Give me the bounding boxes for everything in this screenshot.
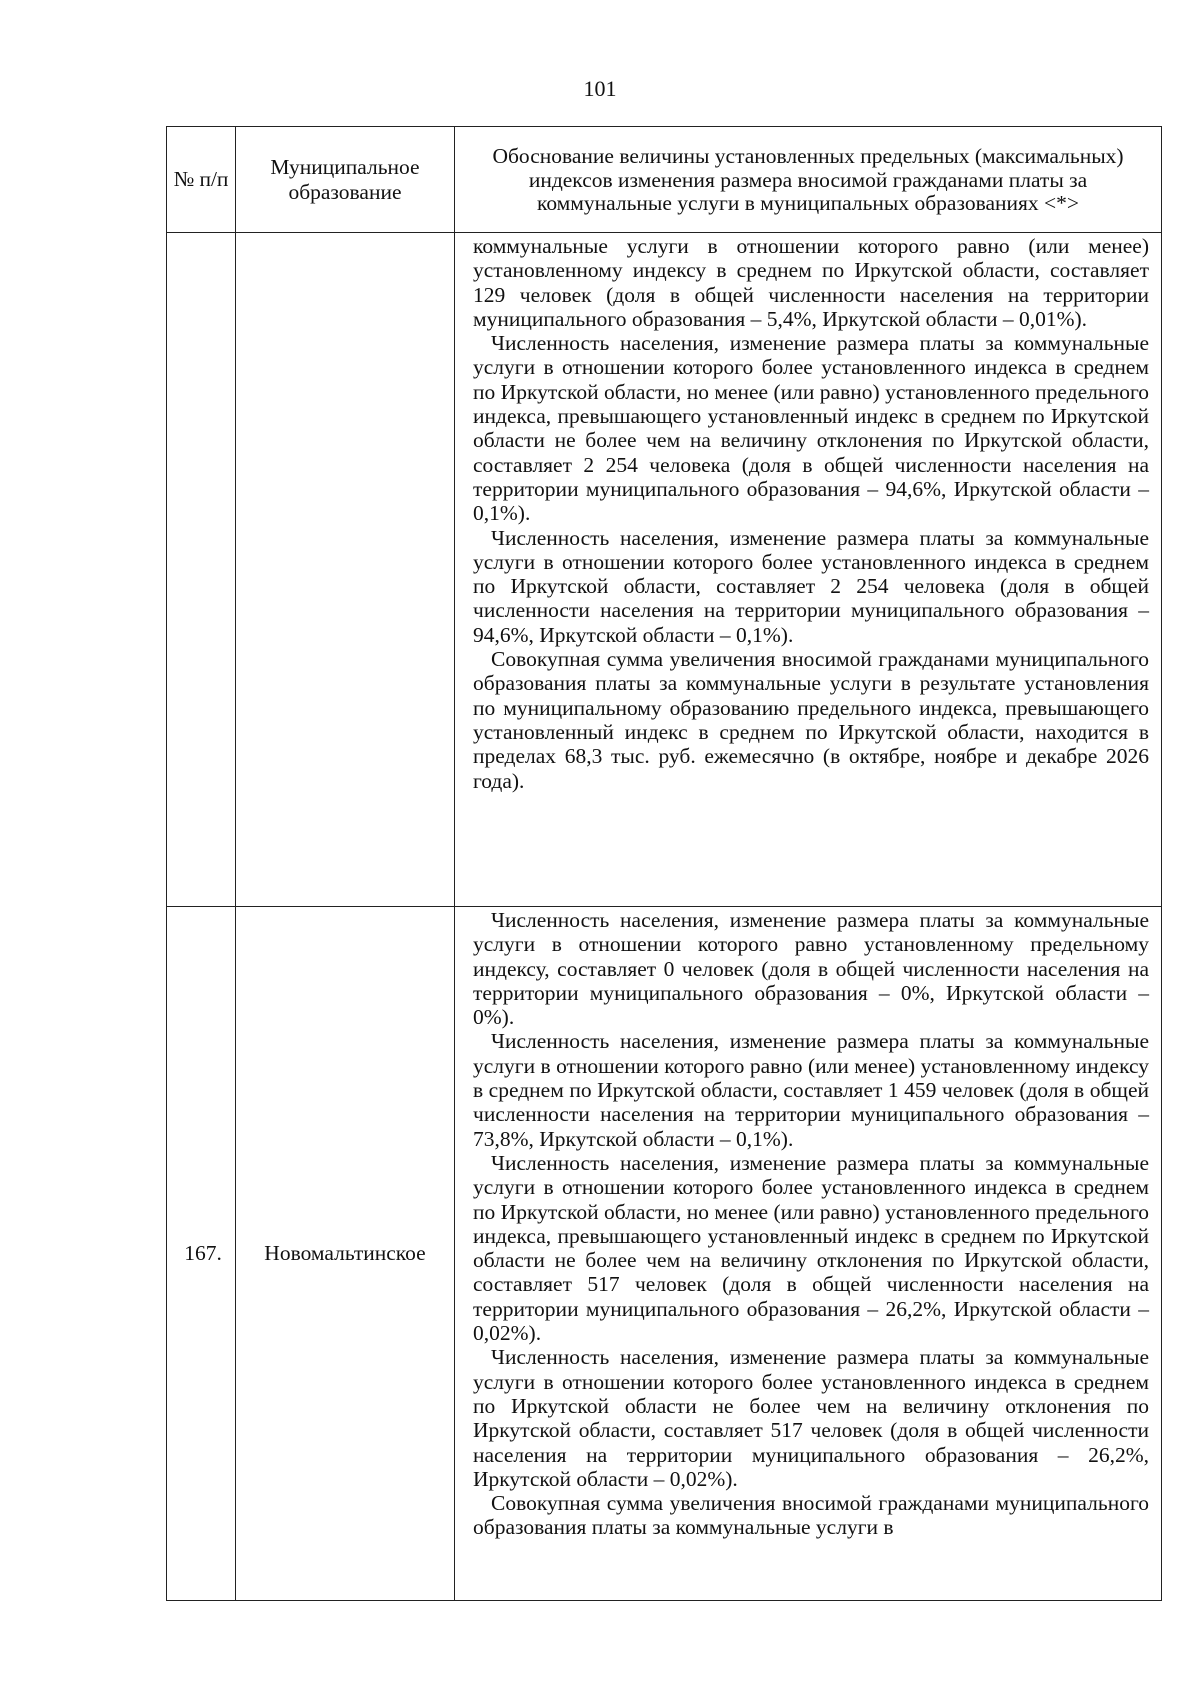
row-municipality: Новомальтинское [236, 907, 455, 1601]
row-number: 167. [167, 907, 236, 1601]
table-row [167, 233, 1162, 907]
page-number: 101 [583, 76, 617, 101]
table-header-row [167, 127, 1162, 233]
municipal-index-table [166, 126, 1162, 1601]
justification-paragraph: Численность населения, изменение размера платы за коммунальные услуги в отношении которого более установленного индекса в среднем по Иркутской области, но менее (или равно) установленного предельного индекса, превышающего установленный индекс в среднем по Иркутской области не более чем на величину отклонения по Иркутской области, составляет 517 человек (доля в общей численности населения на территории муниципального образования – 26,2%, Иркутской области – 0,02%). [473, 1150, 1149, 1346]
header-number: № п/п [167, 127, 236, 233]
justification-paragraph: Численность населения, изменение размера платы за коммунальные услуги в отношении которого более установленного индекса в среднем по Иркутской области, но менее (или равно) установленного предельного индекса, превышающего установленный индекс в среднем по Иркутской области не более чем на величину отклонения по Иркутской области, составляет 2 254 человека (доля в общей численности населения на территории муниципального образования – 94,6%, Иркутской области – 0,1%). [473, 331, 1149, 526]
justification-paragraph: Численность населения, изменение размера платы за коммунальные услуги в отношении которого равно (или менее) установленному индексу в среднем по Иркутской области, составляет 1 459 человек (доля в общей численности населения на территории муниципального образования – 73,8%, Иркутской области – 0,1%). [473, 1029, 1149, 1151]
justification-paragraph: Совокупная сумма увеличения вносимой гражданами муниципального образования платы за коммунальные услуги в результате установления по муниципальному образованию предельного индекса, превышающего установленный индекс в среднем по Иркутской области, находится в пределах 68,3 тыс. руб. ежемесячно (в октябре, ноябре и декабре 2026 года). [473, 647, 1149, 793]
row-municipality [236, 233, 455, 907]
justification-paragraph: Численность населения, изменение размера платы за коммунальные услуги в отношении которого более установленного индекса в среднем по Иркутской области не более чем на величину отклонения по Иркутской области, составляет 517 человек (доля в общей численности населения на территории муниципального образования – 26,2%, Иркутской области – 0,02%). [473, 1345, 1149, 1491]
justification-paragraph: коммунальные услуги в отношении которого равно (или менее) установленному индексу в среднем по Иркутской области, составляет 129 человек (доля в общей численности населения на территории муниципального образования – 5,4%, Иркутской области – 0,01%). [473, 234, 1149, 331]
justification-paragraph: Совокупная сумма увеличения вносимой гражданами муниципального образования платы за коммунальные услуги в [473, 1491, 1149, 1540]
header-municipality: Муниципальное образование [236, 127, 455, 233]
row-number [167, 233, 236, 907]
justification-paragraph: Численность населения, изменение размера платы за коммунальные услуги в отношении которого более установленного индекса в среднем по Иркутской области, составляет 2 254 человека (доля в общей численности населения на территории муниципального образования – 94,6%, Иркутской области – 0,1%). [473, 525, 1149, 647]
row-justification [455, 907, 1162, 1601]
table-row [167, 907, 1162, 1601]
justification-paragraph: Численность населения, изменение размера платы за коммунальные услуги в отношении которого равно установленному предельному индексу, составляет 0 человек (доля в общей численности населения на территории муниципального образования – 0%, Иркутской области – 0%). [473, 908, 1149, 1030]
header-justification: Обоснование величины установленных предельных (максимальных) индексов изменения размера вносимой гражданами платы за коммунальные услуги в муниципальных образованиях <*> [455, 127, 1162, 233]
row-justification [455, 233, 1162, 907]
